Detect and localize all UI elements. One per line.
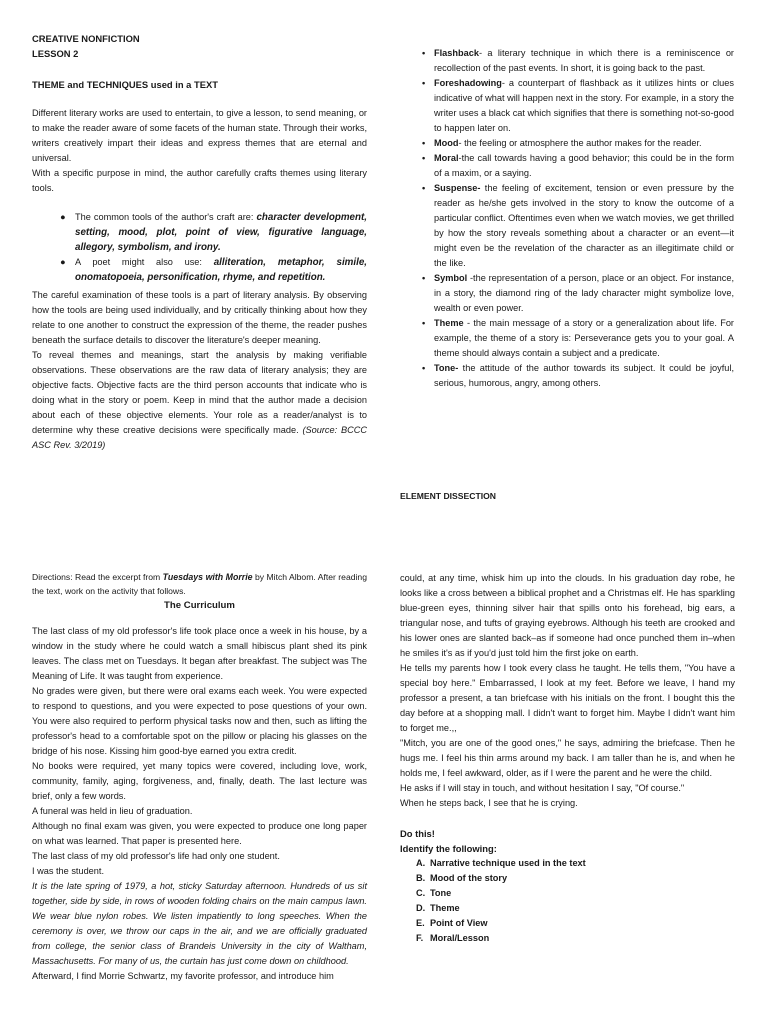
definition: - the main message of a story or a generalization about life. For example, the theme of a story is: Perseverance gets you to your goal. A theme should always contain a subject and a predicate.: [434, 318, 734, 358]
list-item: [422, 46, 734, 76]
activity-section: [400, 826, 735, 946]
bullet-icon: •: [422, 78, 426, 88]
excerpt-paragraph: Although no final exam was given, you were expected to produce one long paper on what was learned. That paper is presented here.: [32, 821, 367, 846]
list-item: B. Mood of the story: [416, 873, 508, 883]
excerpt-paragraph: He asks if I will stay in touch, and without hesitation I say, "Of course.": [400, 783, 685, 793]
definition: -the call towards having a good behavior; this could be in the form of a maxim, or a saying.: [434, 153, 734, 178]
directions: Directions: Read the excerpt from Tuesdays with Morrie by Mitch Albom. After reading the text, work on the activity that follows.: [32, 572, 367, 596]
excerpt-paragraph: A funeral was held in lieu of graduation.: [32, 806, 193, 816]
list-item: [422, 361, 734, 391]
term: Flashback: [434, 48, 479, 58]
bullet-icon: ●: [60, 257, 66, 267]
excerpt-paragraph: No books were required, yet many topics were covered, including love, work, community, family, aging, forgiveness, and, finally, death. The last lecture was brief, only a few words.: [32, 761, 367, 801]
bullet-icon: •: [422, 48, 426, 58]
intro-purpose: With a specific purpose in mind, the author carefully crafts themes using literary tools.: [32, 168, 367, 193]
lesson-number: LESSON 2: [32, 48, 79, 59]
definition: - the feeling or atmosphere the author makes for the reader.: [458, 138, 702, 148]
term: Symbol: [434, 273, 468, 283]
definition: -the representation of a person, place or an object. For instance, in a story, the diamond ring of the lady character might symbolize love, wealth or even power.: [434, 273, 734, 313]
term: Theme: [434, 318, 464, 328]
bullet-icon: ●: [60, 212, 66, 222]
list-item: [422, 151, 734, 181]
term: Tone-: [434, 363, 459, 373]
term: Suspense-: [434, 183, 481, 193]
tools-prefix: A poet might also use:: [75, 257, 202, 267]
book-title: Tuesdays with Morrie: [162, 572, 253, 582]
analysis-paragraph: The careful examination of these tools is a part of literary analysis. By observing how the tools are being used individually, and by critically thinking about how they relate to one another to construct the expression of the theme, the reader pushes beneath the surface details to discover the literature's deeper meaning.: [32, 290, 367, 345]
list-item: D. Theme: [416, 903, 460, 913]
definition: the attitude of the author towards its subject. It could be joyful, serious, humorous, angry, among others.: [434, 363, 734, 388]
term: Moral: [434, 153, 459, 163]
excerpt-paragraph: When he steps back, I see that he is crying.: [400, 798, 578, 808]
list-item: [32, 255, 367, 285]
excerpt-paragraph: I was the student.: [32, 866, 105, 876]
list-item: A. Narrative technique used in the text: [416, 858, 586, 868]
list-item: [422, 76, 734, 136]
tools-items: alliteration, metaphor, simile, onomatopoeia, personification, rhyme, and repetition.: [75, 257, 367, 283]
list-item: [422, 136, 734, 151]
definition: the feeling of excitement, tension or even pressure by the reader as he/she gets involved in the story to know the outcome of a particular conflict. Oftentimes even when we watch movies, we get thrilled by how the story reveals something about a character or an event—it might even be the revelation of the character as an illegitimate child or the like.: [434, 183, 734, 268]
definition: - a literary technique in which there is a reminiscence or recollection of the past events. In short, it is going back to the past.: [434, 48, 734, 73]
excerpt-title: The Curriculum: [164, 600, 235, 611]
element-dissection-heading: ELEMENT DISSECTION: [400, 491, 496, 501]
activity-instruction: Identify the following:: [400, 843, 497, 854]
list-item: [422, 271, 734, 316]
bullet-icon: •: [422, 318, 426, 328]
list-item: [32, 210, 367, 255]
excerpt-paragraph: could, at any time, whisk him up into the clouds. In his graduation day robe, he looks like a cross between a biblical prophet and a Christmas elf. He has sparkling blue-green eyes, thinning silver hair that spills onto his forehead, big ears, a triangular nose, and tufts of graying eyebrows. Although his teeth are crooked and his lower ones are slanted back–as if someone had once punched them in–when he smiles it's as if you'd just told him the first joke on earth.: [400, 573, 735, 658]
definitions-column: [422, 46, 734, 391]
course-title: CREATIVE NONFICTION: [32, 33, 140, 44]
tools-prefix: The common tools of the author's craft are:: [75, 212, 254, 222]
excerpt-paragraph: Afterward, I find Morrie Schwartz, my favorite professor, and introduce him: [32, 971, 334, 981]
bullet-icon: •: [422, 363, 426, 373]
analysis-text: To reveal themes and meanings, start the analysis by making verifiable observations. These observations are the raw data of literary analysis; they are objective facts. Objective facts are the third person accounts that indicate who is doing what in the story or poem. Keep in mind that the author made a decision about each of these objective elements. Your role as a reader/analyst is to determine why these creative decisions were specifically made.: [32, 350, 367, 435]
list-item: F. Moral/Lesson: [416, 933, 490, 943]
list-item: [422, 316, 734, 361]
definitions-list: [422, 46, 734, 391]
excerpt-italic-paragraph: It is the late spring of 1979, a hot, sticky Saturday afternoon. Hundreds of us sit together, side by side, in rows of wooden folding chairs on the main campus lawn. We wear blue nylon robes. We listen impatiently to long speeches. When the ceremony is over, we throw our caps in the air, and we are officially graduated from college, the senior class of Brandeis University in the city of Waltham, Massachusetts. For many of us, the curtain has just come down on childhood.: [32, 881, 367, 966]
excerpt-paragraph: The last class of my old professor's life took place once a week in his house, by a window in the study where he could watch a small hibiscus plant shed its pink leaves. The class met on Tuesdays. It began after breakfast. The subject was The Meaning of Life. It was taught from experience.: [32, 626, 367, 681]
definition: - a counterpart of flashback as it utilizes hints or clues indicative of what will happen next in the story. For example, in a story the writer uses a black cat which signifies that there is something not-so-good to happen later on.: [434, 78, 734, 133]
list-item: E. Point of View: [416, 918, 488, 928]
list-item: C. Tone: [416, 888, 452, 898]
excerpt-paragraph: He tells my parents how I took every class he taught. He tells them, "You have a special boy here." Embarrassed, I look at my feet. Before we leave, I hand my professor a present, a tan briefcase with his initials on the front. I bought this the day before at a shopping mall. I didn't want to forget him. Maybe I didn't want him to forget me.,,: [400, 663, 735, 733]
list-item: [422, 181, 734, 271]
term: Foreshadowing: [434, 78, 502, 88]
term: Mood: [434, 138, 459, 148]
bullet-icon: •: [422, 183, 426, 193]
lesson-intro-column: [32, 31, 367, 453]
excerpt-continued-column: [400, 571, 735, 946]
intro-paragraph: Different literary works are used to entertain, to give a lesson, to send meaning, or to make the reader aware of some facets of the human state. Through their works, writers creatively impart their ideas and express themes that are eternal and universal.: [32, 108, 367, 163]
lesson-title: THEME and TECHNIQUES used in a TEXT: [32, 79, 218, 90]
bullet-icon: •: [422, 153, 426, 163]
tools-items: character development, setting, mood, plot, point of view, figurative language, allegory, symbolism, and irony.: [75, 212, 367, 253]
excerpt-paragraph: "Mitch, you are one of the good ones," he says, admiring the briefcase. Then he hugs me. I feel his thin arms around my back. I am taller than he is, and when he holds me, I feel awkward, older, as if I were the parent and he were the child.: [400, 738, 735, 778]
bullet-icon: •: [422, 273, 426, 283]
source-citation: (Source: BCCC ASC Rev. 3/2019): [32, 425, 367, 450]
craft-tools-list: [32, 210, 367, 285]
activity-title: Do this!: [400, 828, 435, 839]
excerpt-column: [32, 570, 367, 984]
analysis-paragraph-2: [32, 348, 367, 453]
excerpt-paragraph: The last class of my old professor's life had only one student.: [32, 851, 280, 861]
bullet-icon: •: [422, 138, 426, 148]
activity-list: [400, 856, 735, 946]
excerpt-paragraph: No grades were given, but there were oral exams each week. You were expected to respond to questions, and you were expected to pose questions of your own. You were also required to perform physical tasks now and then, such as lifting the professor's head to a comfortable spot on the pillow or placing his glasses on the bridge of his nose. Kissing him good-bye earned you extra credit.: [32, 686, 367, 756]
